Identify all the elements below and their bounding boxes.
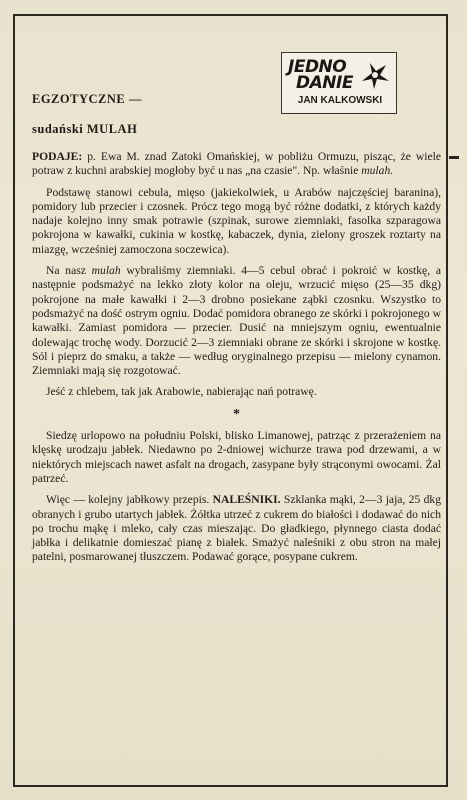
- logo-line-2: DANIE: [296, 73, 353, 93]
- paragraph-pancakes: Więc — kolejny jabłkowy przepis. NALEŚNIKI. Szklanka mąki, 2—3 jaja, 25 dkg obranych i grubo utartych jabłek. Żółtka utrzeć z cukrem do białości i dodawać do nich po trochu mąkę i mleko, cały czas mieszając. Do gładkiego, płynnego ciasta dodać jabłka i delikatnie domieszać pianę z białek. Smażyć naleśniki z obu stron na małej patelni, posmarowanej tłuszczem. Podawać gorące, posypane cukrem.: [32, 493, 441, 564]
- section-separator: *: [233, 406, 240, 422]
- paragraph-method: Na nasz mulah wybraliśmy ziemniaki. 4—5 cebul obrać i pokroić w kostkę, a następnie podsmażyć na lekko złoty kolor na oleju, wrzucić mięso (25—35 dkg) pokrojone na małe kawałki i 2—3 drobno posiekane ząbki czosnku. Wszystko to podsmażyć na dość ostrym ogniu. Dodać pomidora obranego ze skórki i pokrojonego w kawałki. Zamiast pomidora — przecier. Dusić na mniejszym ogniu, ewentualnie dolewając trochę wody. Dorzucić 2—3 ziemniaki obrane ze skórki i skrojone w kostkę. Sól i pieprz do smaku, a także — według oryginalnego przepisu — mielony cynamon. Ziemniaki mają się rozgotować.: [32, 264, 442, 378]
- article-body: [32, 150, 441, 572]
- paragraph-ingredients: Podstawę stanowi cebula, mięso (jakiekolwiek, u Arabów najczęściej baranina), pomidory lub przecier i czosnek. Prócz tego mogą być różne dodatki, z których każdy nadaje kolejno inny smak potrawie (szpinak, surowe ziemniaki, fasolka szparagowa pokrojona w kawałki, cukinia w kostkę, kabaczek, dynia, zielony groszek roztarty na miazgę, wcześniej zamoczona soczewica).: [32, 185, 441, 256]
- logo-author: JAN KALKOWSKI: [297, 95, 383, 106]
- bird-icon: [358, 59, 392, 93]
- article-heading-line-2: sudański MULAH: [32, 122, 138, 136]
- paragraph-intro: PODAJE: p. Ewa M. znad Zatoki Omańskiej, w pobliżu Ormuzu, pisząc, że wiele potraw z kuchni arabskiej mogłoby być u nas „na czasie". Np. właśnie mulah.: [32, 150, 441, 178]
- margin-tick-mark: [449, 156, 459, 159]
- logo-line-1: JEDNO: [288, 57, 347, 77]
- article-heading-line-1: EGZOTYCZNE —: [32, 92, 142, 106]
- paragraph-apples: Siedzę urlopowo na południu Polski, blisko Limanowej, patrząc z przerażeniem na klęskę urodzaju jabłek. Niedawno po 2-dniowej wichurze trawa pod drzewami, a w niektórych miejscach nawet asfalt na drogach, zasypane były strąconymi owocami. Żal patrzeć.: [32, 429, 441, 485]
- paragraph-serving: Jeść z chlebem, tak jak Arabowie, nabierając nań potrawę.: [46, 385, 317, 399]
- column-logo: [281, 52, 397, 114]
- paragraph-lead: PODAJE:: [32, 150, 83, 163]
